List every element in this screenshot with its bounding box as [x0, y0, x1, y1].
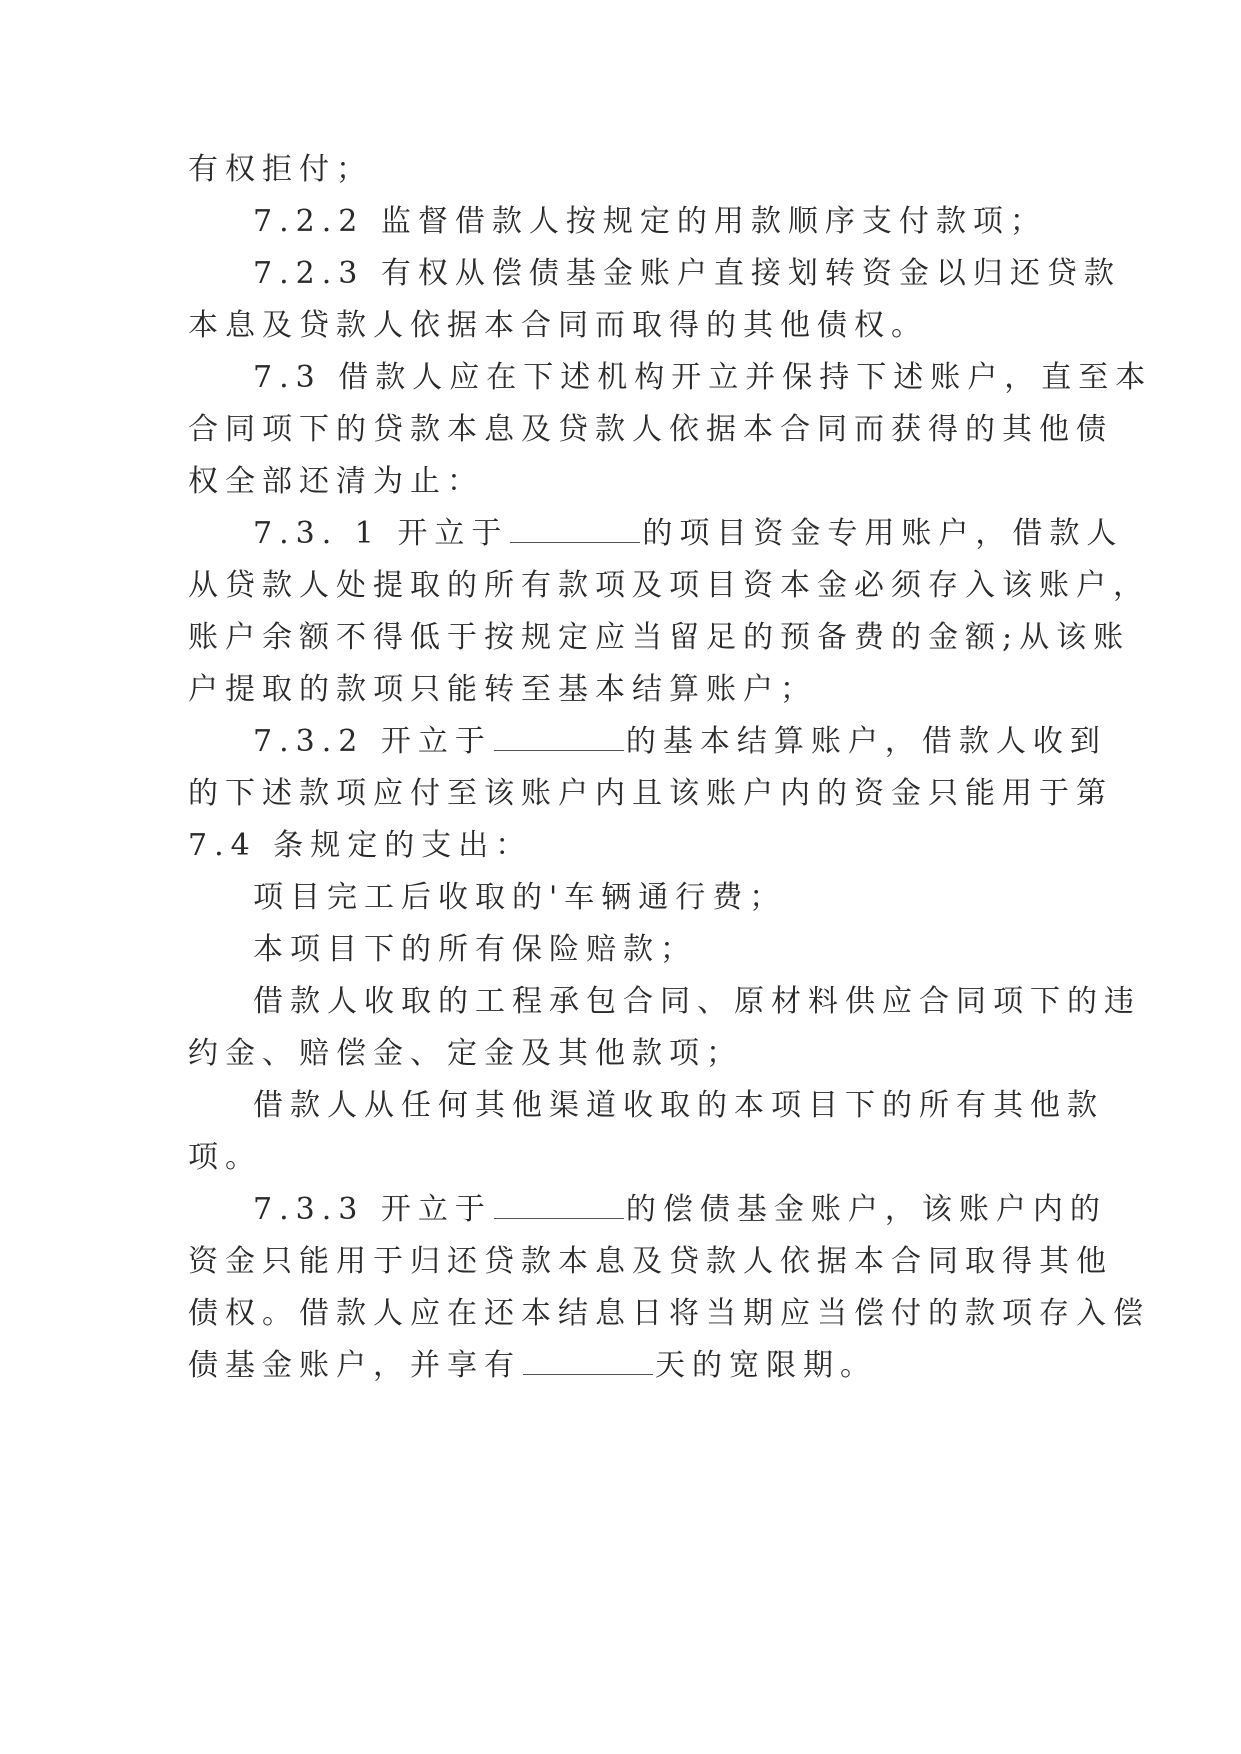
clause-7-3-2	[253, 722, 1107, 762]
list-item	[253, 930, 697, 970]
text: 的偿债基金账户，该账户内的	[625, 1192, 1107, 1227]
text: 的项目资金专用账户，借款人	[642, 516, 1124, 551]
list-item	[253, 982, 1141, 1022]
fill-in-blank[interactable]	[494, 724, 624, 751]
clause-7-2-3	[253, 254, 1121, 294]
text-line	[188, 1138, 262, 1178]
text-line	[188, 774, 1113, 814]
text-line	[188, 566, 1150, 606]
text-line	[188, 618, 1130, 658]
text: 7.3 借款人应在下述机构开立并保持下述账户，直至本	[253, 360, 1153, 395]
text: 7.2.2 监督借款人按规定的用款顺序支付款项；	[253, 204, 1047, 239]
text: 资金只能用于归还贷款本息及贷款人依据本合同取得其他	[188, 1244, 1113, 1279]
clause-7-2-2	[253, 202, 1047, 242]
text: 7.2.3 有权从偿债基金账户直接划转资金以归还贷款	[253, 256, 1121, 291]
text: 权全部还清为止：	[188, 464, 484, 499]
text: 项。	[188, 1140, 262, 1175]
text-line	[188, 462, 484, 502]
text-line	[188, 1294, 1150, 1334]
clause-7-3-3	[253, 1190, 1107, 1230]
fill-in-blank[interactable]	[510, 516, 640, 543]
text: 的下述款项应付至该账户内且该账户内的资金只能用于第	[188, 776, 1113, 811]
clause-7-3-1	[253, 514, 1123, 554]
text: 天的宽限期。	[655, 1348, 877, 1383]
text-line	[188, 826, 532, 866]
text: 7.3.3 开立于	[253, 1192, 492, 1227]
text-line	[188, 150, 373, 190]
text: 本项目下的所有保险赔款；	[253, 932, 697, 967]
text: 借款人从任何其他渠道收取的本项目下的所有其他款	[253, 1088, 1104, 1123]
text-line	[188, 1346, 877, 1386]
text-line	[188, 1034, 743, 1074]
text: 户提取的款项只能转至基本结算账户；	[188, 672, 817, 707]
text: 从贷款人处提取的所有款项及项目资本金必须存入该账户，	[188, 568, 1150, 603]
text: 的基本结算账户，借款人收到	[625, 724, 1107, 759]
list-item	[253, 878, 786, 918]
fill-in-blank[interactable]	[494, 1192, 624, 1219]
text: 账户余额不得低于按规定应当留足的预备费的金额;从该账	[188, 620, 1131, 655]
text-line	[188, 670, 817, 710]
text: 债基金账户，并享有	[188, 1348, 521, 1383]
text: 有权拒付；	[188, 152, 373, 187]
text: 债权。借款人应在还本结息日将当期应当偿付的款项存入偿	[188, 1296, 1150, 1331]
text-line	[188, 306, 928, 346]
text-line	[188, 1242, 1113, 1282]
text: 7.3. 1 开立于	[253, 516, 509, 551]
text: 本息及贷款人依据本合同而取得的其他债权。	[188, 308, 928, 343]
text: 7.3.2 开立于	[253, 724, 492, 759]
fill-in-blank[interactable]	[523, 1348, 653, 1375]
text: 约金、赔偿金、定金及其他款项；	[188, 1036, 743, 1071]
text: 合同项下的贷款本息及贷款人依据本合同而获得的其他债	[188, 412, 1113, 447]
text: 借款人收取的工程承包合同、原材料供应合同项下的违	[253, 984, 1141, 1019]
text-line	[188, 410, 1113, 450]
text: 项目完工后收取的'车辆通行费；	[253, 880, 787, 915]
list-item	[253, 1086, 1104, 1126]
clause-7-3	[253, 358, 1152, 398]
text: 7.4 条规定的支出：	[188, 828, 533, 863]
